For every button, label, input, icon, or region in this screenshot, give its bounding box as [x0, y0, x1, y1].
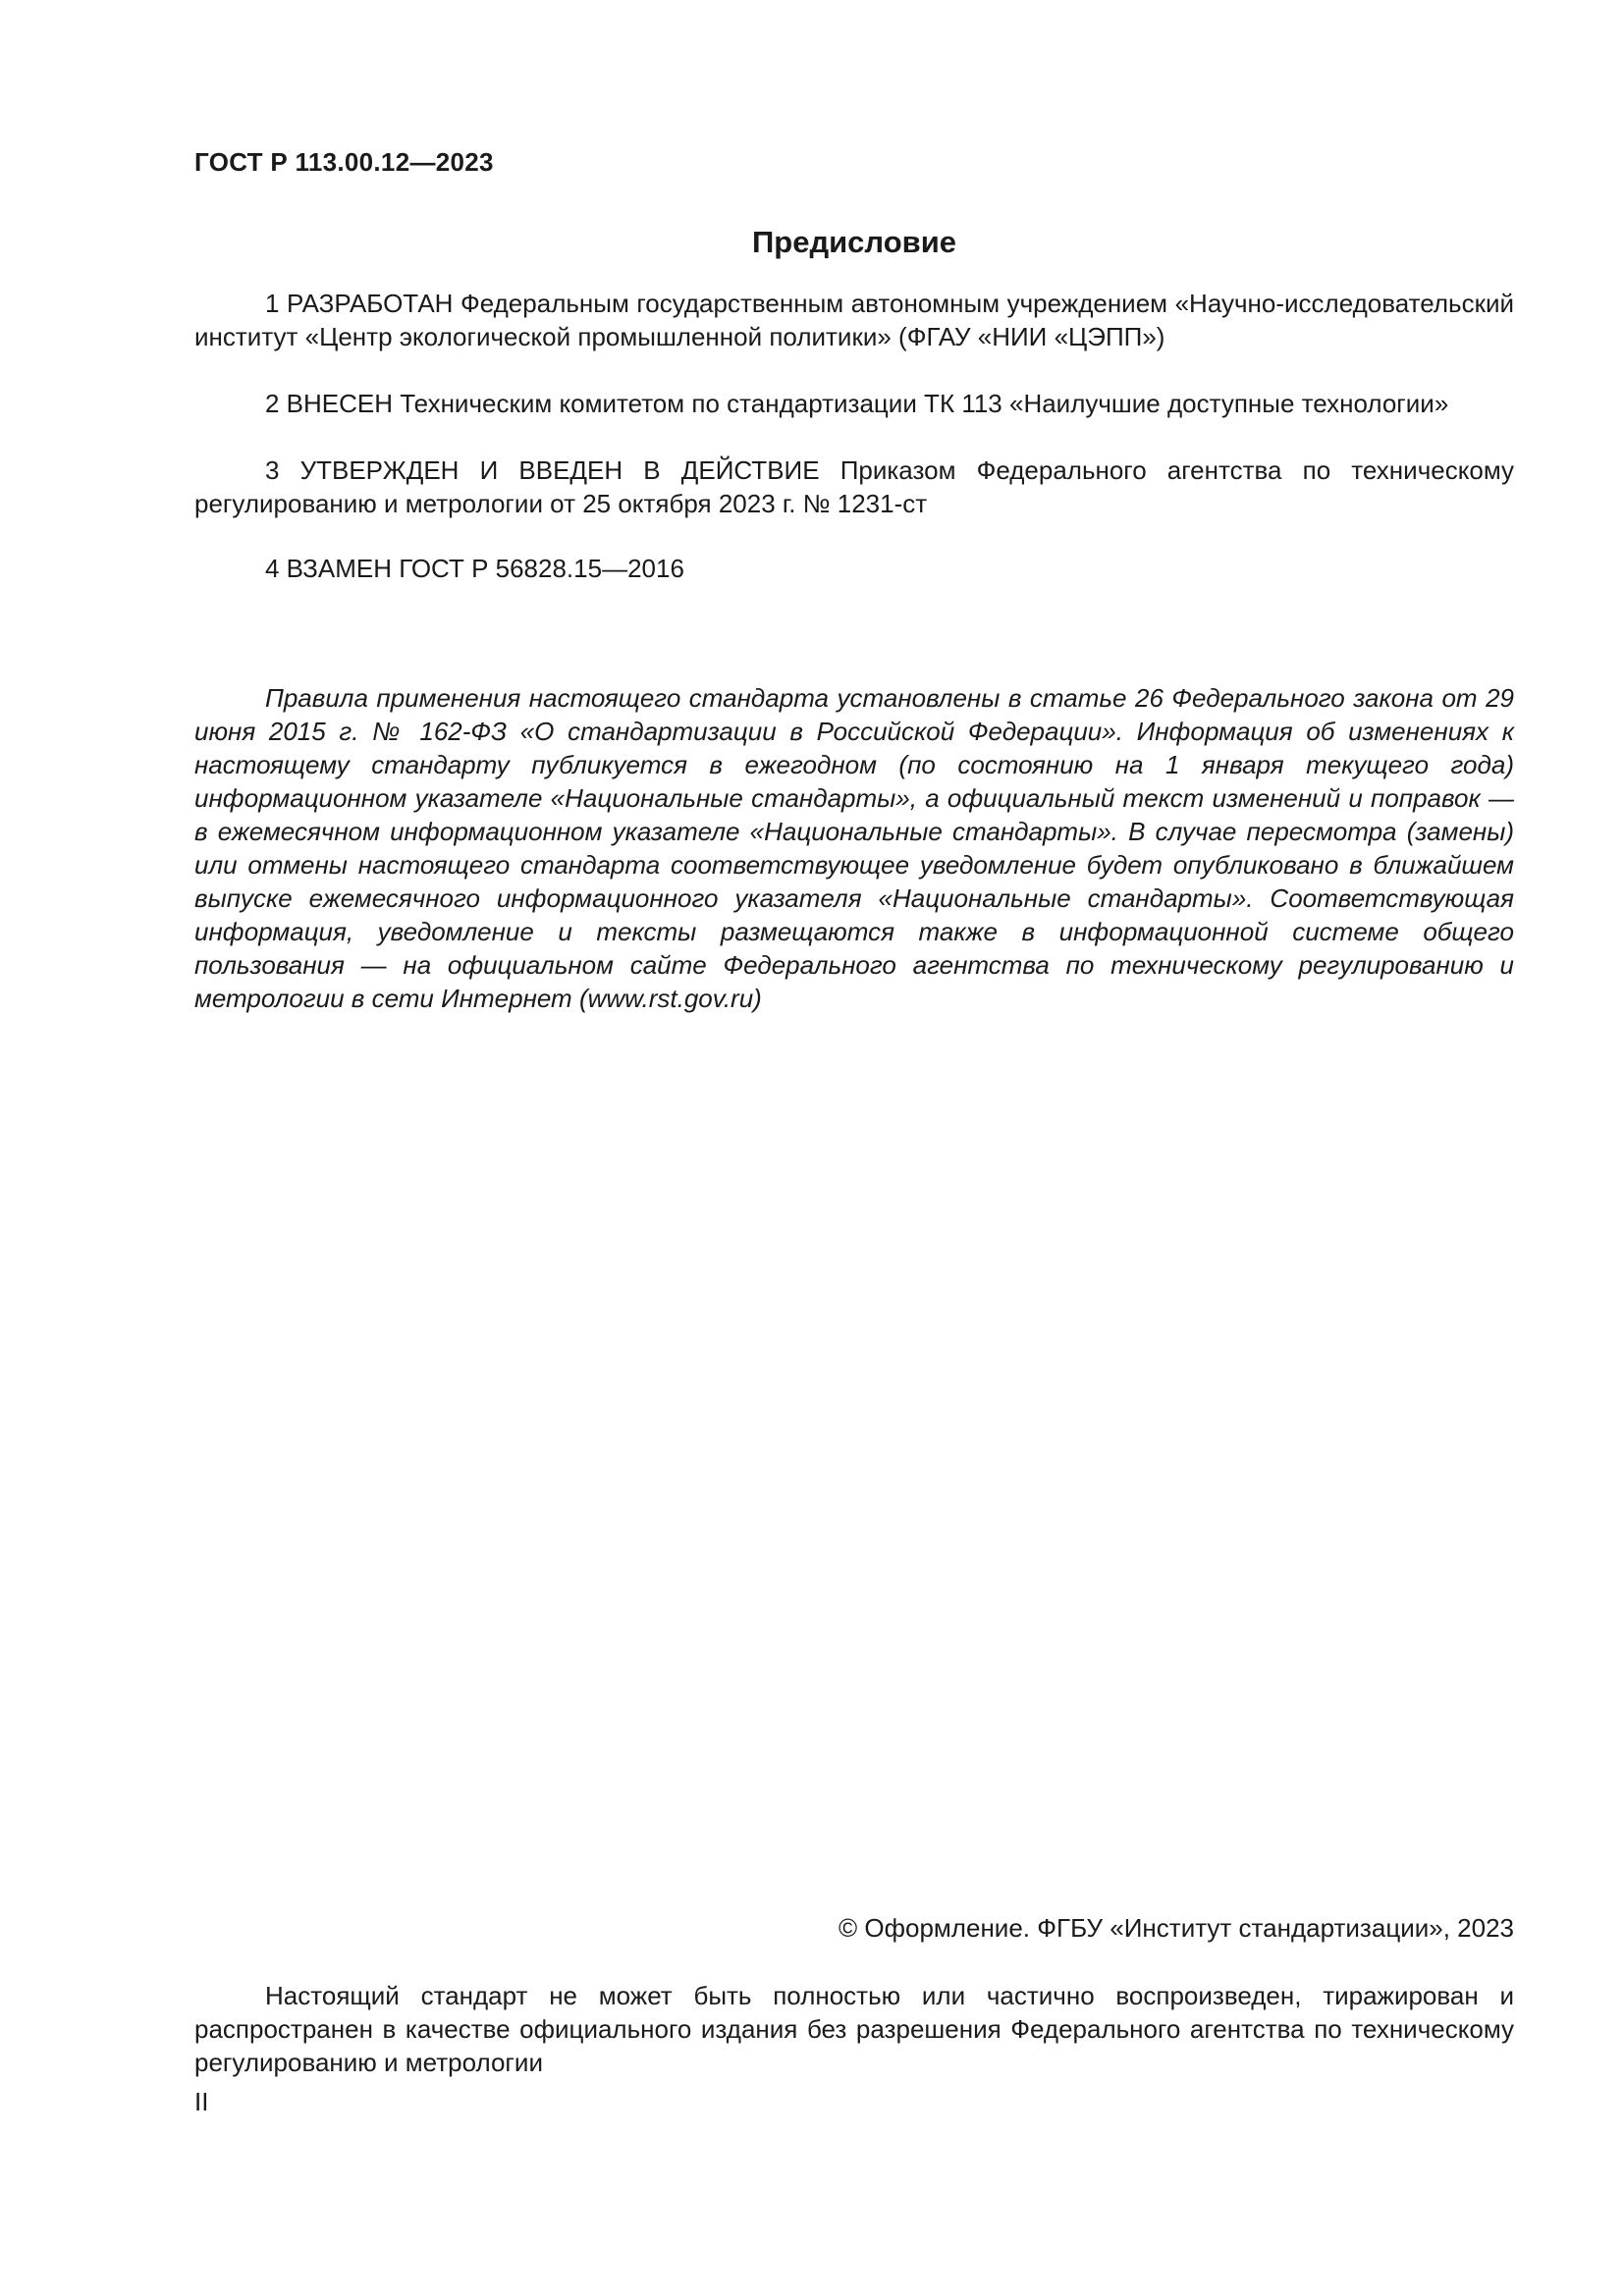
foreword-item-2: 2 ВНЕСЕН Техническим комитетом по стандартизации ТК 113 «Наилучшие доступные технологии»: [265, 389, 1449, 418]
rules-paragraph: Правила применения настоящего стандарта установлены в статье 26 Федерального закона от 29 июня 2015 г. № 162-ФЗ «О стандартизации в Российской Федерации». Информация об изменениях к настоящему стандарту публикуется в ежегодном (по состоянию на 1 января текущего года) информационном указателе «Национальные стандарты», а официальный текст изменений и поправок — в ежемесячном информационном указателе «Национальные стандарты». В случае пересмотра (замены) или отмены настоящего стандарта соответствующее уведомление будет опубликовано в ближайшем выпуске ежемесячного информационного указателя «Национальные стандарты». Соответствующая информация, уведомление и тексты размещаются также в информационной системе общего пользования — на официальном сайте Федерального агентства по техническому регулированию и метрологии в сети Интернет (www.rst.gov.ru): [194, 683, 1514, 1013]
document-code-header: ГОСТ Р 113.00.12—2023: [194, 147, 494, 177]
foreword-item-1: 1 РАЗРАБОТАН Федеральным государственным автономным учреждением «Научно-исследовательский институт «Центр экологической промышленной политики» (ФГАУ «НИИ «ЦЭПП»): [194, 289, 1514, 351]
reproduction-notice: Настоящий стандарт не может быть полностью или частично воспроизведен, тиражирован и распространен в качестве официального издания без разрешения Федерального агентства по техническому регулированию и метрологии: [194, 1981, 1514, 2077]
copyright-notice: © Оформление. ФГБУ «Институт стандартизации», 2023: [839, 1913, 1514, 1943]
foreword-item-3: 3 УТВЕРЖДЕН И ВВЕДЕН В ДЕЙСТВИЕ Приказом Федерального агентства по техническому регулированию и метрологии от 25 октября 2023 г. № 1231-ст: [194, 455, 1514, 518]
foreword-item-4: 4 ВЗАМЕН ГОСТ Р 56828.15—2016: [265, 554, 684, 583]
page-title: Предисловие: [751, 225, 956, 259]
page-number: II: [194, 2087, 209, 2116]
